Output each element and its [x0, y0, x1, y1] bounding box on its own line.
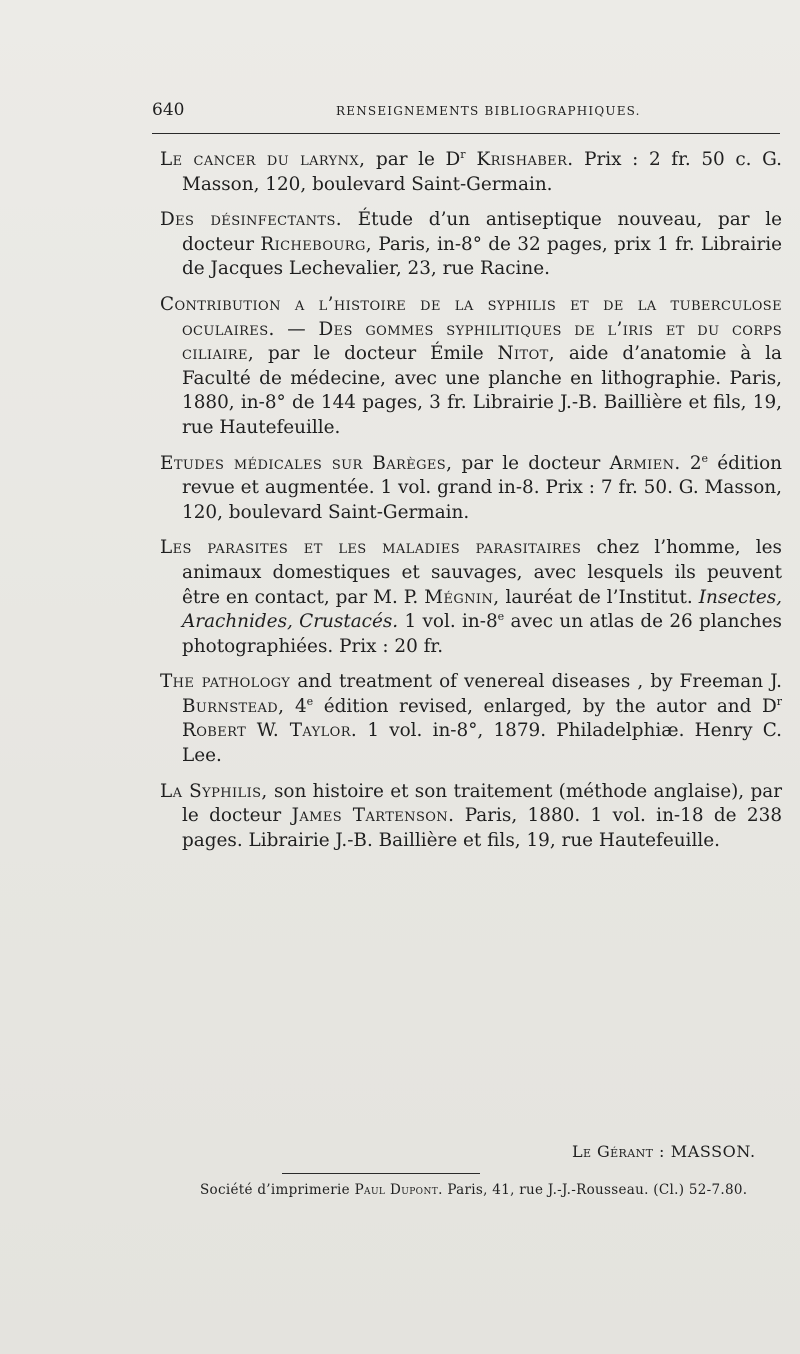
publisher-signature: [572, 1142, 792, 1161]
entry-text: Paris, 1880. 1 vol. in-18 de 238 pages. Librairie J.-B. Baillière et fils, 19, rue Hautefeuille.: [182, 805, 783, 851]
imprint-text: Société d’imprimerie: [200, 1182, 355, 1198]
entry-text: 2: [680, 452, 702, 474]
entry-title: Les parasites et les maladies parasitaires: [160, 537, 582, 559]
entry-text: 1 vol. in-8°, 1879. Philadelphiæ. Henry C. Lee.: [182, 720, 782, 767]
printer-imprint: [200, 1182, 790, 1198]
entry-text: avec un atlas de 26 planches photographiées. Prix : 20 fr.: [182, 611, 782, 657]
superscript: r: [460, 147, 466, 161]
bibliography-list: [160, 148, 782, 864]
entry-text: 4: [284, 695, 307, 717]
entry-author: Mégnin,: [424, 586, 500, 608]
bibliography-entry: [160, 670, 782, 768]
entry-text: par le D: [365, 149, 461, 170]
bibliography-entry: [160, 208, 782, 282]
entry-text: lauréat de l’Institut.: [499, 586, 699, 608]
entry-italic-title: Insectes, Arachnides, Crustacés.: [182, 586, 783, 633]
entry-author: James Tartenson.: [291, 805, 455, 827]
entry-text: 1 vol. in-8: [398, 611, 498, 633]
superscript: e: [701, 451, 709, 465]
bibliography-entry: [160, 536, 782, 659]
entry-text: édition revue et augmentée. 1 vol. grand in-8. Prix : 7 fr. 50. G. Masson, 120, boulevard Saint-Germain.: [182, 452, 783, 523]
entry-title: The pathology: [160, 671, 291, 693]
entry-text: aide d’anatomie à la Faculté de médecine, avec une planche en lithographie. Paris, 1880, in-8° de 144 pages, 3 fr. Librairie J.-B. Baillière et fils, 19, rue Hautefeuille.: [182, 343, 782, 438]
entry-text: Étude d’un antiseptique nouveau, par le docteur: [182, 209, 782, 255]
superscript: e: [497, 609, 505, 623]
printer-name: Paul Dupont.: [354, 1182, 443, 1198]
entry-title: La Syphilis,: [160, 780, 268, 802]
entry-title: Etudes médicales sur Barèges,: [160, 452, 453, 474]
entry-text: Paris, in-8° de 32 pages, prix 1 fr. Librairie de Jacques Lechevalier, 23, rue Racine.: [182, 233, 782, 280]
imprint-text: Paris, 41, rue J.-J.-Rousseau. (Cl.) 52-7.80.: [442, 1182, 748, 1198]
signature-name: : MASSON.: [653, 1142, 756, 1161]
footer-rule: [282, 1173, 480, 1174]
running-head: [152, 100, 782, 126]
entry-text: chez l’homme, les animaux domestiques et sauvages, avec lesquels ils peuvent être en contact, par M. P.: [182, 537, 782, 608]
running-title: RENSEIGNEMENTS BIBLIOGRAPHIQUES.: [336, 104, 641, 118]
header-rule: [152, 133, 780, 134]
page-number: 640: [152, 100, 185, 120]
entry-title: Des désinfectants.: [160, 209, 343, 231]
entry-author: Nitot,: [497, 343, 555, 365]
entry-text: and treatment of venereal diseases , by Freeman J.: [290, 671, 782, 693]
entry-text: édition revised, enlarged, by the autor and D: [313, 695, 777, 717]
bibliography-entry: [160, 780, 782, 854]
entry-author: Krishaber.: [465, 149, 574, 170]
entry-title: Le cancer du larynx,: [160, 149, 366, 170]
bibliography-entry: [160, 452, 782, 526]
entry-author: Burnstead,: [182, 695, 285, 717]
superscript: e: [306, 694, 314, 708]
entry-author: Richebourg,: [260, 233, 372, 255]
entry-text: son histoire et son traitement (méthode anglaise), par le docteur: [182, 780, 782, 827]
entry-text: Prix : 2 fr. 50 c. G. Masson, 120, boulevard Saint-Germain.: [182, 149, 783, 195]
bibliography-entry: [160, 293, 782, 441]
signature-label: Le Gérant: [572, 1142, 654, 1161]
bibliography-entry: [160, 148, 782, 197]
entry-author: Robert W. Taylor.: [182, 720, 358, 742]
entry-author: Armien.: [609, 452, 681, 474]
entry-text: par le docteur Émile: [254, 343, 498, 365]
superscript: r: [776, 694, 782, 708]
entry-text: par le docteur: [452, 452, 610, 474]
entry-title: Contribution a l’histoire de la syphilis et de la tuberculose oculaires. — Des gommes syphilitiques de l’iris et du corps ciliaire,: [160, 293, 782, 365]
